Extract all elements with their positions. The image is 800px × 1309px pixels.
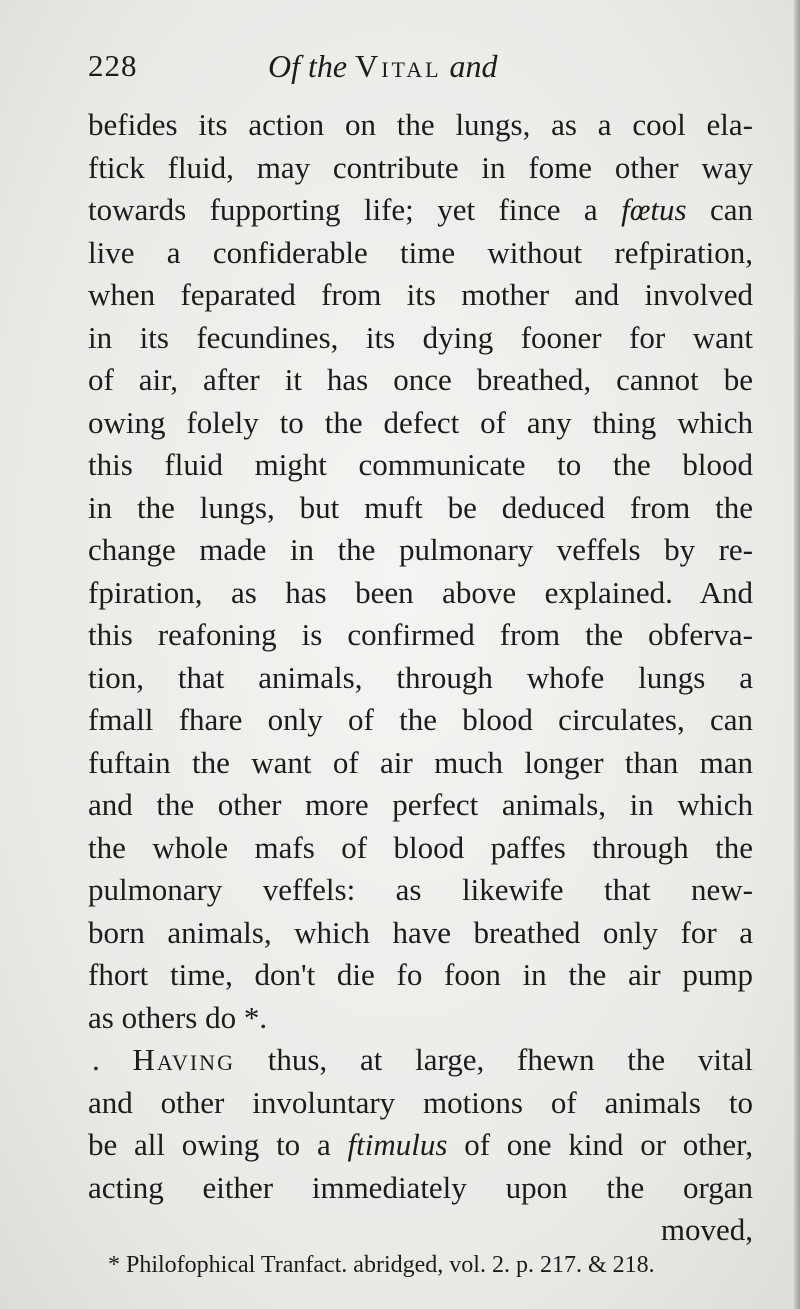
- text-line: in the lungs, but muft be deduced from the: [88, 489, 753, 525]
- body-text: [88, 104, 753, 1252]
- text-line: befides its action on the lungs, as a cool ela-: [88, 107, 753, 142]
- running-head-word: Vital: [355, 48, 442, 84]
- page-header: [88, 48, 768, 90]
- running-head: [268, 48, 498, 85]
- catchword: moved,: [660, 1212, 753, 1247]
- text-line: fpiration, as has been above explained. And: [88, 574, 753, 610]
- text-line: fuftain the want of air much longer than man: [88, 744, 753, 780]
- text-line: the whole mafs of blood paffes through the: [88, 829, 753, 865]
- text-line: towards fupporting life; yet fince a fœtus can: [88, 192, 754, 227]
- text-line: and the other more perfect animals, in which: [88, 787, 753, 822]
- paragraph-start-line: . Having thus, at large, fhewn the vital: [92, 1042, 754, 1077]
- text-line: be all owing to a ftimulus of one kind or other,: [88, 1127, 754, 1162]
- text-line: pulmonary veffels: as likewife that new-: [88, 872, 753, 907]
- page-edge: [794, 0, 800, 1309]
- small-caps-word: Having: [132, 1042, 235, 1077]
- text-line: this fluid might communicate to the blood: [88, 447, 753, 482]
- text-line: born animals, which have breathed only for a: [88, 914, 753, 950]
- italic-term: fœtus: [621, 192, 687, 227]
- text-line: change made in the pulmonary veffels by re-: [88, 532, 753, 567]
- text-line: tion, that animals, through whofe lungs a: [88, 659, 753, 695]
- text-line: fmall fhare only of the blood circulates, can: [88, 702, 753, 737]
- text-line: in its fecundines, its dying fooner for want: [88, 319, 753, 355]
- text-line: fhort time, don't die fo foon in the air pump: [88, 957, 753, 992]
- footnote: * Philofophical Tranfact. abridged, vol. 2. p. 217. & 218.: [108, 1252, 655, 1278]
- text-line: and other involuntary motions of animals to: [88, 1084, 753, 1120]
- text-line: when feparated from its mother and involved: [88, 277, 753, 312]
- text-line: owing folely to the defect of any thing which: [88, 404, 753, 440]
- text-line: ftick fluid, may contribute in fome other way: [88, 149, 753, 185]
- running-head-suffix: and: [449, 48, 498, 84]
- running-head-prefix: Of the: [268, 48, 348, 84]
- text-line: of air, after it has once breathed, cannot be: [88, 362, 753, 397]
- text-line: acting either immediately upon the organ: [88, 1169, 753, 1205]
- italic-term: ftimulus: [347, 1127, 448, 1162]
- text-line: as others do *.: [88, 999, 268, 1035]
- text-line: live a confiderable time without refpiration,: [88, 234, 753, 270]
- page-number: 228: [88, 48, 138, 83]
- text-line: this reafoning is confirmed from the obferva-: [88, 617, 753, 652]
